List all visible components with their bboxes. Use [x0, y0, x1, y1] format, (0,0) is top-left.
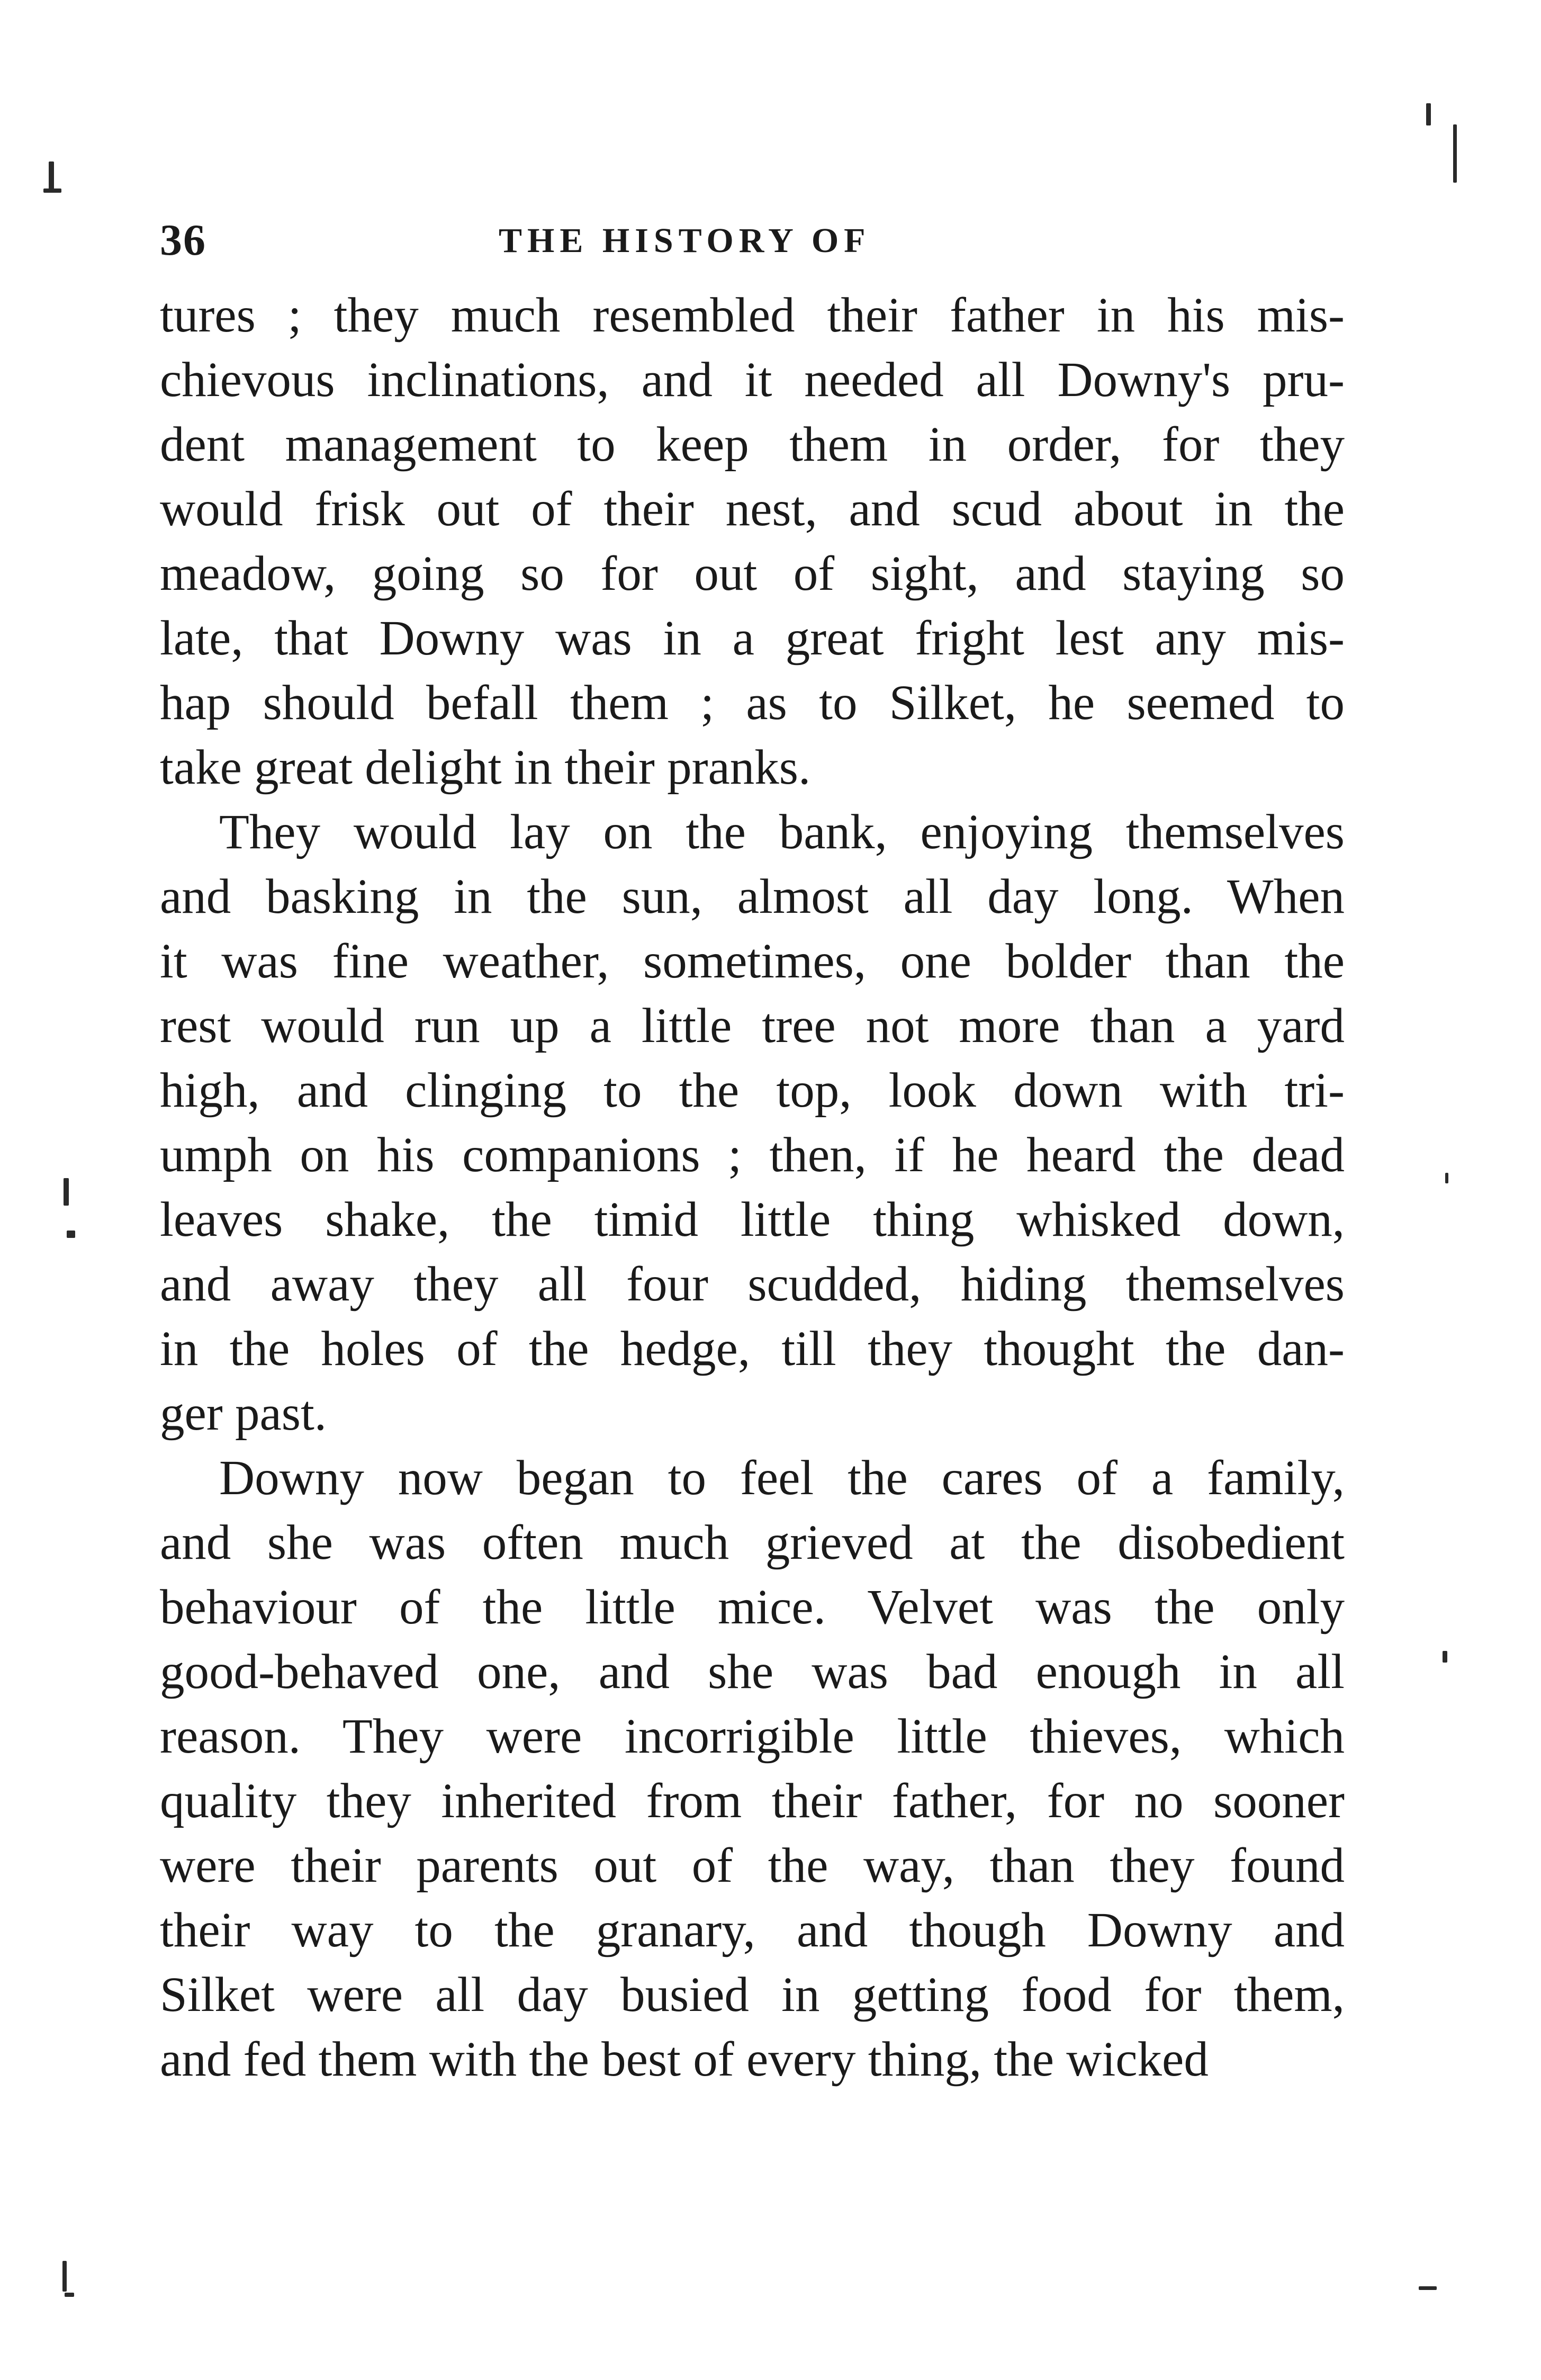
text-line: behaviour of the little mice. Velvet was the only — [160, 1580, 1345, 1634]
scan-speck — [49, 161, 54, 192]
text-line: their way to the granary, and though Downy and — [160, 1903, 1345, 1957]
page-header — [160, 214, 1345, 278]
scan-speck — [64, 1178, 69, 1206]
text-line: tures ; they much resembled their father in his mis- — [160, 288, 1345, 343]
text-line: and basking in the sun, almost all day long. When — [160, 869, 1345, 924]
text-line: take great delight in their pranks. — [160, 740, 811, 795]
paragraph-first-line: They would lay on the bank, enjoying themselves — [219, 805, 1345, 859]
body-text — [160, 283, 1345, 2092]
text-line: high, and clinging to the top, look down with tri- — [160, 1063, 1345, 1118]
text-line: umph on his companions ; then, if he heard the dead — [160, 1128, 1345, 1182]
text-line: Silket were all day busied in getting food for them, — [160, 1968, 1345, 2022]
text-line: and fed them with the best of every thing, the wicked — [160, 2032, 1209, 2087]
scan-speck — [1453, 124, 1457, 183]
text-line: reason. They were incorrigible little thieves, which — [160, 1709, 1345, 1764]
text-line: rest would run up a little tree not more than a yard — [160, 999, 1345, 1053]
text-line: would frisk out of their nest, and scud about in the — [160, 482, 1345, 536]
text-line: and away they all four scudded, hiding themselves — [160, 1257, 1345, 1312]
text-line: hap should befall them ; as to Silket, he seemed to — [160, 676, 1345, 730]
text-line: late, that Downy was in a great fright lest any mis- — [160, 611, 1345, 666]
scan-speck — [1419, 2286, 1437, 2290]
text-line: meadow, going so for out of sight, and staying so — [160, 546, 1345, 601]
scan-speck — [65, 2293, 74, 2297]
scan-speck — [1443, 1651, 1447, 1663]
text-line: leaves shake, the timid little thing whisked down, — [160, 1192, 1345, 1247]
text-line: were their parents out of the way, than they found — [160, 1838, 1345, 1893]
paragraph-first-line: Downy now began to feel the cares of a family, — [219, 1451, 1345, 1505]
text-line: in the holes of the hedge, till they thought the dan- — [160, 1322, 1345, 1376]
scan-speck — [1445, 1173, 1448, 1183]
text-line: chievous inclinations, and it needed all Downy's pru- — [160, 353, 1345, 407]
scan-speck — [1426, 103, 1431, 125]
scan-speck — [67, 1231, 75, 1238]
text-line: good-behaved one, and she was bad enough in all — [160, 1645, 1345, 1699]
page-number: 36 — [160, 215, 206, 265]
text-line: ger past. — [160, 1386, 327, 1441]
scan-speck — [43, 188, 61, 193]
running-title: THE HISTORY OF — [499, 221, 871, 260]
text-line: quality they inherited from their father, for no sooner — [160, 1774, 1345, 1828]
text-line: and she was often much grieved at the disobedient — [160, 1515, 1345, 1570]
text-line: dent management to keep them in order, for they — [160, 417, 1345, 472]
scan-speck — [62, 2261, 67, 2292]
text-line: it was fine weather, sometimes, one bolder than the — [160, 934, 1345, 989]
